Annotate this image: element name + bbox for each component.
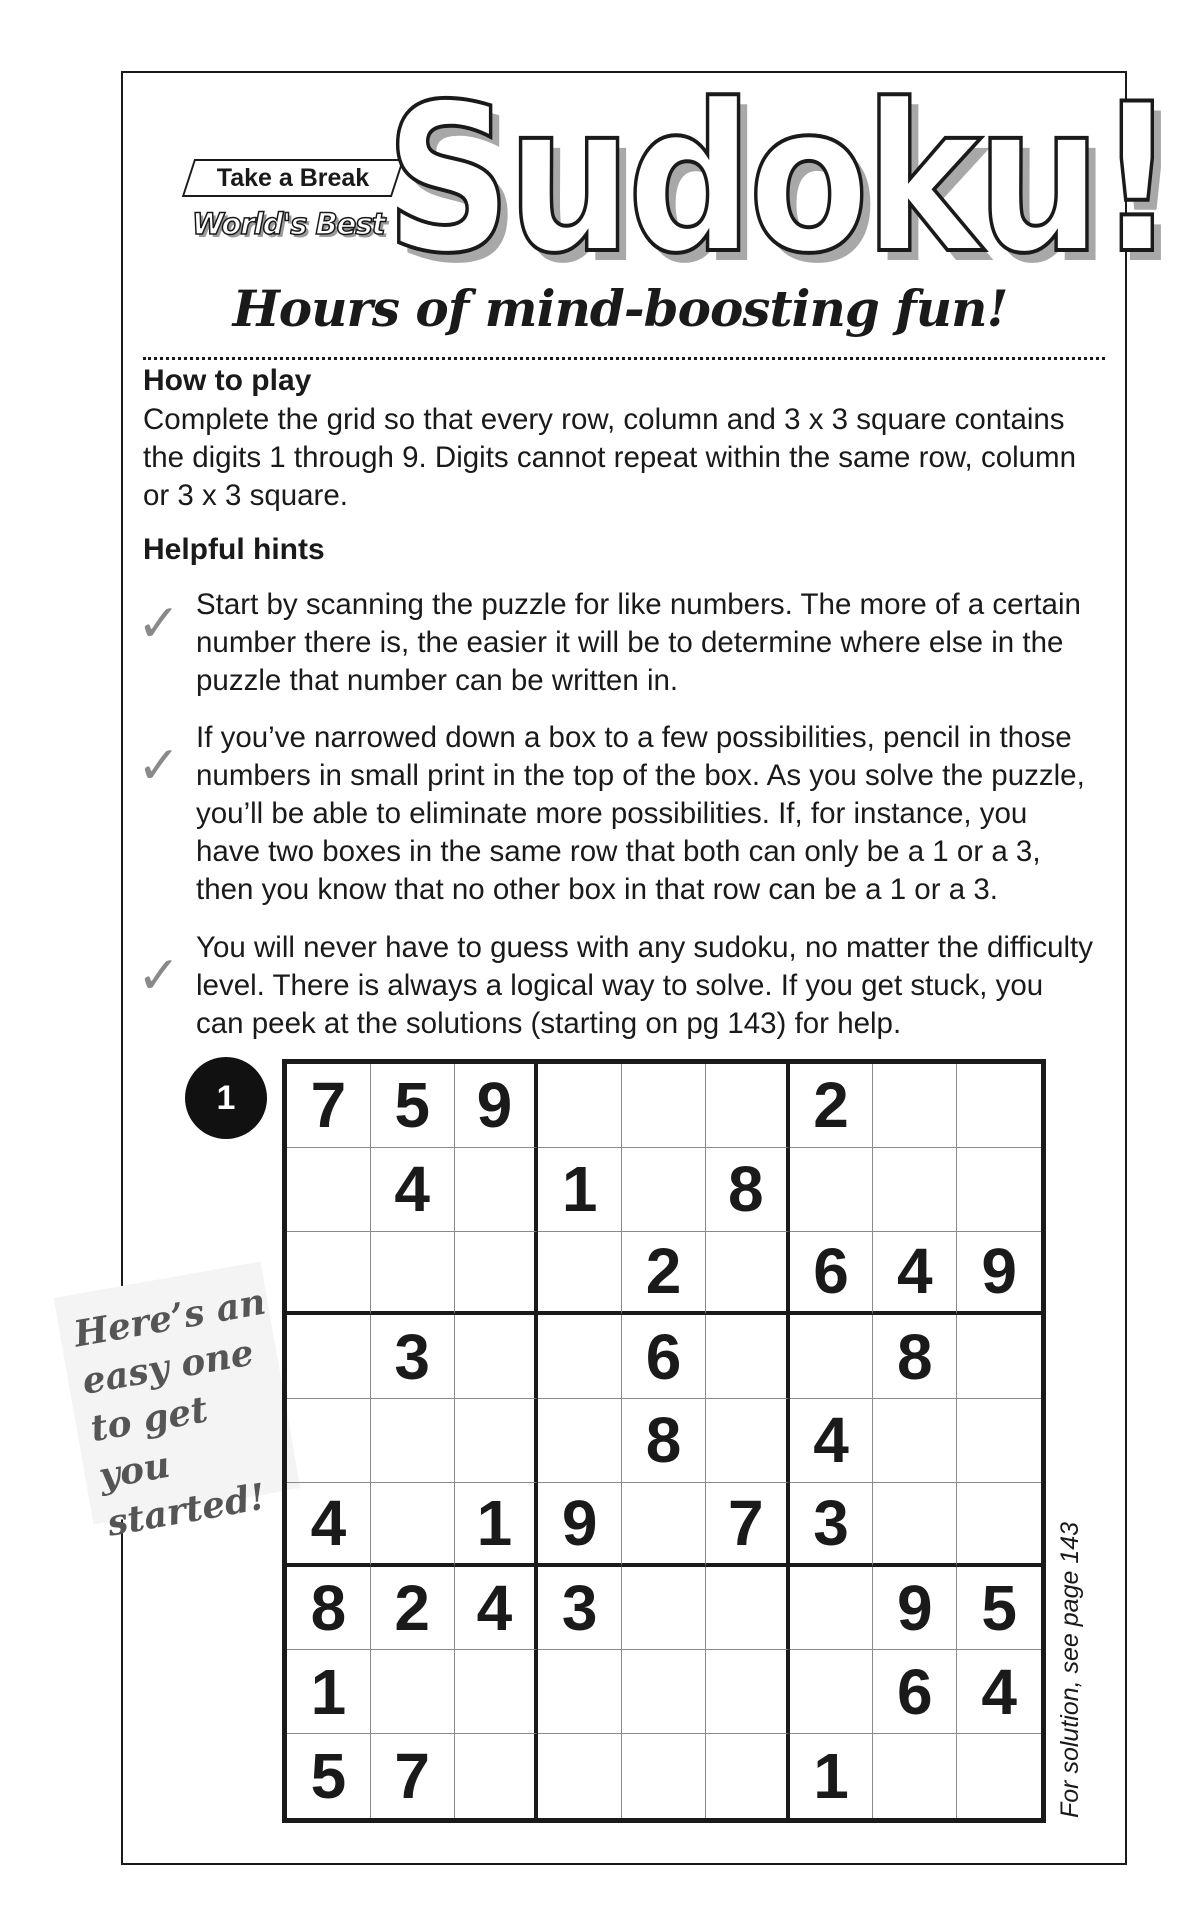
sudoku-grid	[282, 1059, 1046, 1823]
brand-top-label: Take a Break	[216, 164, 370, 192]
sudoku-cell[interactable]	[873, 1064, 957, 1148]
sudoku-cell[interactable]	[371, 1232, 455, 1316]
sudoku-cell[interactable]: 9	[957, 1232, 1041, 1316]
sudoku-cell[interactable]	[706, 1567, 790, 1651]
sudoku-cell[interactable]	[873, 1483, 957, 1567]
sudoku-cell[interactable]: 2	[622, 1232, 706, 1316]
brand-sub-label: World's Best	[192, 207, 385, 241]
sticky-note	[54, 1262, 301, 1545]
sudoku-cell[interactable]	[706, 1399, 790, 1483]
hint-item-1: Start by scanning the puzzle for like numbers. The more of a certain number there is, the easier it will be to determine where else in the puzzle that number can be written in.	[196, 588, 1081, 697]
sudoku-cell[interactable]	[622, 1567, 706, 1651]
sudoku-cell[interactable]: 3	[790, 1483, 874, 1567]
sudoku-cell[interactable]	[957, 1483, 1041, 1567]
sudoku-cell[interactable]	[706, 1315, 790, 1399]
sudoku-cell[interactable]: 4	[873, 1232, 957, 1316]
tagline: Hours of mind-boosting fun!	[232, 279, 1008, 338]
sudoku-cell[interactable]	[706, 1650, 790, 1734]
hint-item-2: If you’ve narrowed down a box to a few possibilities, pencil in those numbers in small print in the top of the box. As you solve the puzzle, you’ll be able to eliminate more possibilities. If, for instance, you have two boxes in the same row that both can only be a 1 or a 3, then you know that no other box in that row can be a 1 or a 3.	[196, 721, 1085, 906]
sudoku-cell[interactable]	[538, 1734, 622, 1818]
sudoku-cell[interactable]	[455, 1399, 539, 1483]
sudoku-cell[interactable]	[790, 1567, 874, 1651]
sudoku-cell[interactable]	[538, 1232, 622, 1316]
sudoku-cell[interactable]	[287, 1399, 371, 1483]
sudoku-cell[interactable]	[455, 1650, 539, 1734]
brand-tab	[182, 159, 404, 197]
sudoku-cell[interactable]: 6	[790, 1232, 874, 1316]
sudoku-cell[interactable]: 8	[873, 1315, 957, 1399]
sudoku-cell[interactable]	[790, 1650, 874, 1734]
sudoku-cell[interactable]	[957, 1734, 1041, 1818]
sudoku-cell[interactable]	[371, 1650, 455, 1734]
sudoku-cell[interactable]	[455, 1315, 539, 1399]
sudoku-cell[interactable]	[287, 1148, 371, 1232]
hint-item-3: You will never have to guess with any sudoku, no matter the difficulty level. There is always a logical way to solve. If you get stuck, you can peek at the solutions (starting on pg 143) for help.	[196, 931, 1093, 1040]
sudoku-cell[interactable]: 8	[706, 1148, 790, 1232]
sudoku-cell[interactable]	[706, 1734, 790, 1818]
solution-note: For solution, see page 143	[1056, 1521, 1084, 1818]
sudoku-cell[interactable]: 9	[538, 1483, 622, 1567]
how-to-play-heading: How to play	[143, 364, 312, 397]
sudoku-cell[interactable]	[622, 1064, 706, 1148]
sudoku-cell[interactable]	[873, 1399, 957, 1483]
helpful-hints-heading: Helpful hints	[143, 533, 325, 566]
sudoku-cell[interactable]: 2	[371, 1567, 455, 1651]
sudoku-cell[interactable]: 4	[371, 1148, 455, 1232]
sudoku-cell[interactable]	[622, 1734, 706, 1818]
sticky-note-text: Here’s an easy one to get you started!	[70, 1280, 269, 1545]
sudoku-cell[interactable]: 4	[455, 1567, 539, 1651]
sudoku-cell[interactable]	[622, 1148, 706, 1232]
sudoku-cell[interactable]: 1	[287, 1650, 371, 1734]
sudoku-cell[interactable]: 1	[790, 1734, 874, 1818]
sudoku-cell[interactable]: 2	[790, 1064, 874, 1148]
sudoku-cell[interactable]	[957, 1064, 1041, 1148]
sudoku-cell[interactable]	[455, 1148, 539, 1232]
sudoku-cell[interactable]: 4	[790, 1399, 874, 1483]
sudoku-cell[interactable]	[287, 1315, 371, 1399]
sudoku-cell[interactable]	[873, 1734, 957, 1818]
sudoku-cell[interactable]: 6	[873, 1650, 957, 1734]
sudoku-cell[interactable]	[790, 1148, 874, 1232]
sudoku-cell[interactable]	[706, 1232, 790, 1316]
logo-title: Sudoku!	[385, 61, 1172, 299]
sudoku-cell[interactable]	[455, 1232, 539, 1316]
sudoku-cell[interactable]	[622, 1483, 706, 1567]
sudoku-cell[interactable]: 8	[622, 1399, 706, 1483]
sudoku-cell[interactable]: 1	[538, 1148, 622, 1232]
sudoku-cell[interactable]	[455, 1734, 539, 1818]
sudoku-cell[interactable]: 9	[455, 1064, 539, 1148]
sudoku-cell[interactable]	[538, 1064, 622, 1148]
sudoku-cell[interactable]	[873, 1148, 957, 1232]
sudoku-cell[interactable]	[538, 1315, 622, 1399]
how-to-play-text: Complete the grid so that every row, column and 3 x 3 square contains the digits 1 through 9. Digits cannot repeat within the same row, column or 3 x 3 square.	[143, 403, 1077, 512]
sudoku-cell[interactable]: 7	[706, 1483, 790, 1567]
sudoku-cell[interactable]: 8	[287, 1567, 371, 1651]
sudoku-cell[interactable]: 5	[371, 1064, 455, 1148]
sudoku-cell[interactable]	[371, 1399, 455, 1483]
sudoku-cell[interactable]	[706, 1064, 790, 1148]
sudoku-cell[interactable]	[622, 1650, 706, 1734]
sudoku-cell[interactable]: 5	[957, 1567, 1041, 1651]
sudoku-cell[interactable]: 7	[371, 1734, 455, 1818]
checkmark-icon: ✓	[137, 594, 181, 654]
sudoku-cell[interactable]: 3	[538, 1567, 622, 1651]
sudoku-cell[interactable]: 4	[957, 1650, 1041, 1734]
sudoku-cell[interactable]	[957, 1148, 1041, 1232]
sudoku-cell[interactable]	[371, 1483, 455, 1567]
sudoku-cell[interactable]	[538, 1650, 622, 1734]
checkmark-icon: ✓	[137, 736, 181, 796]
sudoku-cell[interactable]	[538, 1399, 622, 1483]
dotted-divider	[143, 357, 1105, 360]
sudoku-cell[interactable]	[957, 1399, 1041, 1483]
sudoku-cell[interactable]: 4	[287, 1483, 371, 1567]
sudoku-cell[interactable]: 3	[371, 1315, 455, 1399]
puzzle-number-badge: 1	[185, 1057, 267, 1139]
checkmark-icon: ✓	[137, 946, 181, 1006]
sudoku-cell[interactable]: 1	[455, 1483, 539, 1567]
sudoku-cell[interactable]: 6	[622, 1315, 706, 1399]
sudoku-cell[interactable]	[790, 1315, 874, 1399]
sudoku-cell[interactable]	[957, 1315, 1041, 1399]
sudoku-cell[interactable]: 5	[287, 1734, 371, 1818]
sudoku-cell[interactable]: 7	[287, 1064, 371, 1148]
sudoku-cell[interactable]: 9	[873, 1567, 957, 1651]
sudoku-cell[interactable]	[287, 1232, 371, 1316]
